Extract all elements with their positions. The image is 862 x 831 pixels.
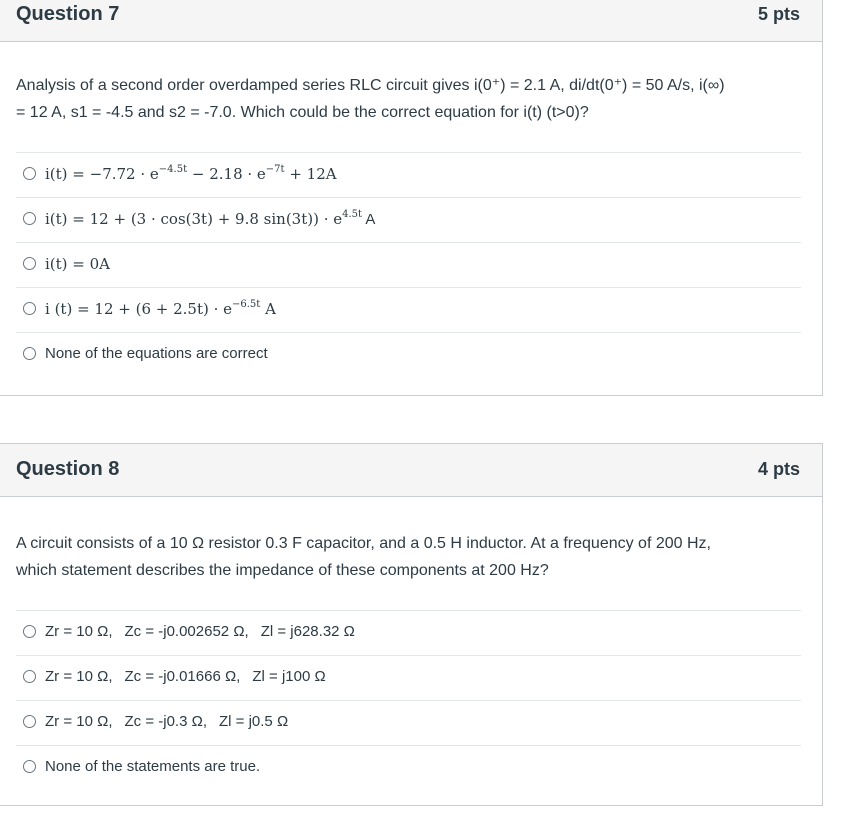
question-8-answer-2[interactable] bbox=[16, 655, 801, 699]
radio-button[interactable] bbox=[23, 625, 36, 638]
answer-label: None of the statements are true. bbox=[45, 758, 261, 775]
answer-label: i(t) = 0A bbox=[45, 255, 111, 273]
question-7-answer-1[interactable] bbox=[16, 152, 801, 196]
question-7-answer-4[interactable] bbox=[16, 287, 801, 331]
question-8-title: Question 8 bbox=[16, 458, 120, 480]
radio-button[interactable] bbox=[23, 302, 36, 315]
answer-expr-rhs: + 12A bbox=[284, 165, 337, 183]
question-7-points: 5 pts bbox=[757, 4, 800, 24]
answer-expr: i(t) = 12 + (3 · cos(3t) + 9.8 sin(3t)) · e bbox=[45, 210, 343, 228]
question-7-title: Question 7 bbox=[16, 3, 120, 25]
answer-zc: Zc = -j0.002652 Ω, bbox=[124, 623, 249, 640]
answer-expr: i(t) = −7.72 · e bbox=[45, 165, 159, 183]
answer-zr: Zr = 10 Ω, bbox=[45, 623, 113, 640]
question-8-points: 4 pts bbox=[757, 459, 800, 479]
answer-unit: A bbox=[362, 211, 376, 228]
question-8-prompt bbox=[16, 530, 806, 584]
radio-button[interactable] bbox=[23, 347, 36, 360]
answer-zl: Zl = j628.32 Ω bbox=[260, 623, 355, 640]
answer-expr-mid: − 2.18 · e bbox=[187, 165, 266, 183]
question-7-prompt bbox=[16, 72, 806, 126]
question-8-header bbox=[0, 444, 822, 497]
answer-exponent: 4.5t bbox=[342, 209, 363, 220]
radio-button[interactable] bbox=[23, 212, 36, 225]
answer-exponent-2: −7t bbox=[265, 164, 285, 175]
answer-expr: i (t) = 12 + (6 + 2.5t) · e bbox=[45, 300, 233, 318]
answer-label bbox=[45, 163, 337, 185]
radio-button[interactable] bbox=[23, 715, 36, 728]
question-7-prompt-line2: = 12 A, s1 = -4.5 and s2 = -7.0. Which could be the correct equation for i(t) (t>0)? bbox=[16, 104, 589, 121]
question-8-prompt-line2: which statement describes the impedance of these components at 200 Hz? bbox=[16, 562, 549, 579]
question-8-answer-3[interactable] bbox=[16, 700, 801, 744]
question-7-answer-3[interactable] bbox=[16, 242, 801, 286]
question-8-answer-1[interactable] bbox=[16, 610, 801, 654]
radio-button[interactable] bbox=[23, 257, 36, 270]
answer-zr: Zr = 10 Ω, bbox=[45, 713, 113, 730]
answer-zc: Zc = -j0.01666 Ω, bbox=[124, 668, 241, 685]
question-7-card bbox=[0, 0, 823, 396]
answer-label bbox=[45, 711, 288, 733]
answer-label: None of the equations are correct bbox=[45, 345, 268, 362]
question-7-header bbox=[0, 0, 822, 42]
answer-zr: Zr = 10 Ω, bbox=[45, 668, 113, 685]
answer-zl: Zl = j0.5 Ω bbox=[219, 713, 289, 730]
answer-zl: Zl = j100 Ω bbox=[252, 668, 326, 685]
question-7-answer-2[interactable] bbox=[16, 197, 801, 241]
answer-exponent: −4.5t bbox=[158, 164, 188, 175]
answer-exponent: −6.5t bbox=[232, 299, 261, 310]
answer-label bbox=[45, 298, 276, 320]
question-7-answer-5[interactable] bbox=[16, 332, 801, 376]
answer-unit: A bbox=[260, 300, 276, 318]
answer-label bbox=[45, 666, 326, 688]
radio-button[interactable] bbox=[23, 670, 36, 683]
answer-zc: Zc = -j0.3 Ω, bbox=[124, 713, 207, 730]
question-8-card bbox=[0, 443, 823, 806]
radio-button[interactable] bbox=[23, 167, 36, 180]
question-8-answer-4[interactable] bbox=[16, 745, 801, 789]
answer-label bbox=[45, 621, 355, 643]
question-7-prompt-line1: Analysis of a second order overdamped series RLC circuit gives i(0⁺) = 2.1 A, di/dt(0⁺) = 50 A/s, i(∞) bbox=[16, 77, 725, 94]
answer-label bbox=[45, 208, 375, 231]
radio-button[interactable] bbox=[23, 760, 36, 773]
question-8-prompt-line1: A circuit consists of a 10 Ω resistor 0.3 F capacitor, and a 0.5 H inductor. At a frequency of 200 Hz, bbox=[16, 535, 711, 552]
